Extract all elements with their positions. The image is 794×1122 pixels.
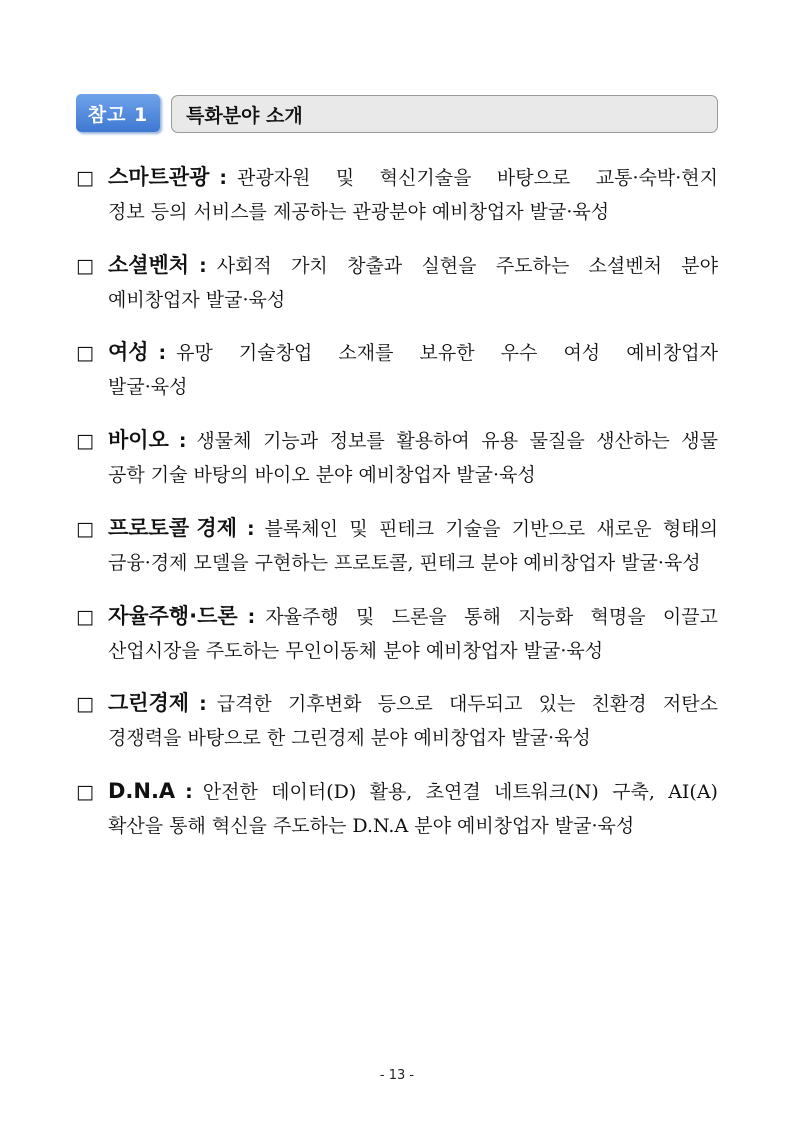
item-description-line1: 생물체 기능과 정보를 활용하여 유용 물질을 생산하는 생물 [196,430,718,452]
item-first-line [76,248,718,283]
item-description-line1: 블록체인 및 핀테크 기술을 기반으로 새로운 형태의 [264,518,718,540]
item-description-line2: 경쟁력을 바탕으로 한 그린경제 분야 예비창업자 발굴·육성 [108,727,591,749]
item-term: 여성 [107,340,149,364]
list-item [76,686,726,755]
item-description-line1: 자율주행 및 드론을 통해 지능화 혁명을 이끌고 [265,606,718,628]
item-description-line2: 공학 기술 바탕의 바이오 분야 예비창업자 발굴·육성 [108,464,536,486]
list-item [76,511,726,580]
term-separator: : [199,255,207,277]
item-first-line [76,599,718,634]
page-number: - 13 - [379,1068,415,1083]
square-bullet-icon: □ [76,430,94,452]
term-separator: : [247,606,256,628]
square-bullet-icon: □ [76,781,94,803]
item-term: D.N.A [107,779,176,803]
item-term: 스마트관광 [107,165,210,189]
square-bullet-icon: □ [76,342,94,364]
list-item [76,248,726,317]
term-separator: : [246,518,255,540]
term-separator: : [178,430,187,452]
item-description-line2: 예비창업자 발굴·육성 [108,289,286,311]
term-separator: : [185,781,193,803]
item-term: 그린경제 [107,691,190,715]
item-term: 자율주행·드론 [107,604,238,628]
list-item [76,599,726,668]
item-term: 소셜벤처 [107,253,190,277]
square-bullet-icon: □ [76,518,94,540]
term-separator: : [219,167,227,189]
item-description-line2: 금융·경제 모델을 구현하는 프로토콜, 핀테크 분야 예비창업자 발굴·육성 [108,552,701,574]
term-separator: : [158,342,167,364]
section-header [76,94,720,135]
list-item [76,335,726,404]
item-description-line2: 확산을 통해 혁신을 주도하는 D.N.A 분야 예비창업자 발굴·육성 [108,815,635,837]
square-bullet-icon: □ [76,167,94,189]
item-term: 프로토콜 경제 [107,516,237,540]
reference-badge: 참고 1 [76,94,160,132]
item-description-line1: 사회적 가치 창출과 실현을 주도하는 소셜벤처 분야 [216,255,718,277]
term-separator: : [199,693,207,715]
item-first-line [76,774,718,809]
square-bullet-icon: □ [76,693,94,715]
item-first-line [76,423,718,458]
item-description-line2: 발굴·육성 [108,376,188,398]
square-bullet-icon: □ [76,606,94,628]
square-bullet-icon: □ [76,255,94,277]
item-description-line1: 유망 기술창업 소재를 보유한 우수 여성 예비창업자 [176,342,718,364]
item-description-line2: 정보 등의 서비스를 제공하는 관광분야 예비창업자 발굴·육성 [108,201,610,223]
item-first-line [76,511,718,546]
list-item [76,774,726,843]
list-item [76,423,726,492]
item-description-line1: 안전한 데이터(D) 활용, 초연결 네트워크(N) 구축, AI(A) [202,781,718,803]
section-title: 특화분야 소개 [171,95,718,133]
item-description-line1: 급격한 기후변화 등으로 대두되고 있는 친환경 저탄소 [216,693,718,715]
item-first-line [76,160,718,195]
list-item [76,160,726,229]
item-term: 바이오 [107,428,169,452]
item-first-line [76,686,718,721]
item-description-line2: 산업시장을 주도하는 무인이동체 분야 예비창업자 발굴·육성 [108,640,604,662]
item-first-line [76,335,718,370]
item-description-line1: 관광자원 및 혁신기술을 바탕으로 교통·숙박·현지 [237,167,718,189]
